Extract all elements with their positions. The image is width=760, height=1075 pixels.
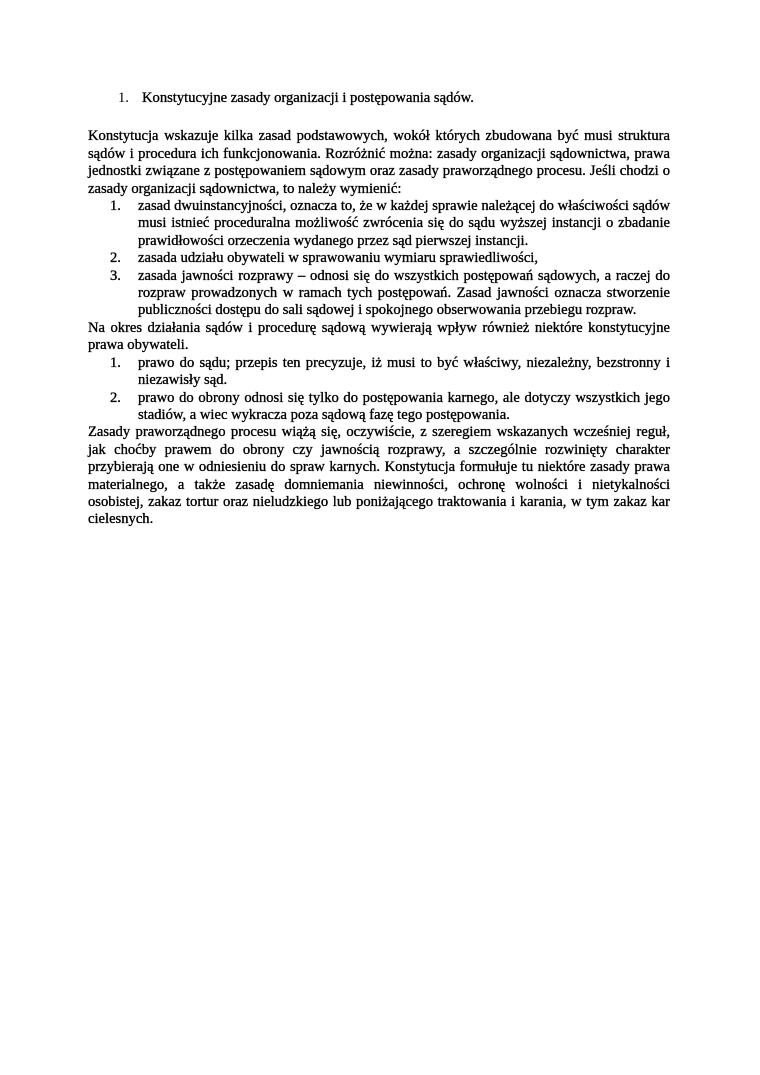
list-item-text: zasada udziału obywateli w sprawowaniu wymiaru sprawiedliwości, [138,250,538,267]
list-item-number: 3. [110,267,121,284]
list-item-text: zasada jawności rozprawy – odnosi się do wszystkich postępowań sądowych, a raczej do rozpraw prowadzonych w ramach tych postępowań. Zasad jawności oznacza stworzenie publiczności dostępu do sali sądowej i spokojnego obserwowania przebiegu rozpraw. [138,267,670,319]
list-item [110,250,670,267]
list-item-text: zasad dwuinstancyjności, oznacza to, że w każdej sprawie należącej do właściwości sądów musi istnieć proceduralna możliwość zwrócenia się do sądu wyższej instancji o zbadanie prawidłowości orzeczenia wydanego przez sąd pierwszej instancji. [138,198,670,249]
list-item [110,268,670,320]
intro-paragraph: Konstytucja wskazuje kilka zasad podstawowych, wokół których zbudowana być musi struktura sądów i procedura ich funkcjonowania. Rozróżnić można: zasady organizacji sądownictwa, prawa jednostki związane z postępowaniem sądowym oraz zasady praworządnego procesu. Jeśli chodzi o zasady organizacji sądownictwa, to należy wymienić: [88,128,670,197]
list-item-number: 2. [110,250,121,267]
organization-principles-list [88,198,670,320]
list-item-text: prawo do sądu; przepis ten precyzuje, iż musi to być właściwy, niezależny, bezstronny i niezawisły sąd. [138,354,670,389]
heading-title: Konstytucyjne zasady organizacji i postępowania sądów. [142,90,474,106]
list-item-number: 2. [110,389,121,406]
list-item-number: 1. [110,354,121,371]
citizen-rights-list [88,355,670,425]
list-item-text: prawo do obrony odnosi się tylko do postępowania karnego, ale dotyczy wszystkich jego stadiów, a wiec wykracza poza sądową fazę tego postępowania. [138,389,670,423]
list-item [110,355,670,390]
conclusion-paragraph: Zasady praworządnego procesu wiążą się, oczywiście, z szeregiem wskazanych wcześniej reguł, jak choćby prawem do obrony czy jawnością rozprawy, a szczególnie rozwinięty charakter przybierają one w odniesieniu do spraw karnych. Konstytucja formułuje tu niektóre zasady prawa materialnego, a także zasadę domniemania niewinności, ochronę wolności i nietykalności osobistej, zakaz tortur oraz nieludzkiego lub poniżającego traktowania i karania, w tym zakaz kar cielesnych. [88,424,670,528]
list-item [110,198,670,250]
document-page [88,90,670,529]
rights-intro-paragraph: Na okres działania sądów i procedurę sądową wywierają wpływ również niektóre konstytucyjne prawa obywateli. [88,319,670,354]
list-item-number: 1. [110,198,121,215]
heading-number: 1. [118,90,129,106]
section-heading [118,90,670,107]
list-item [110,390,670,425]
